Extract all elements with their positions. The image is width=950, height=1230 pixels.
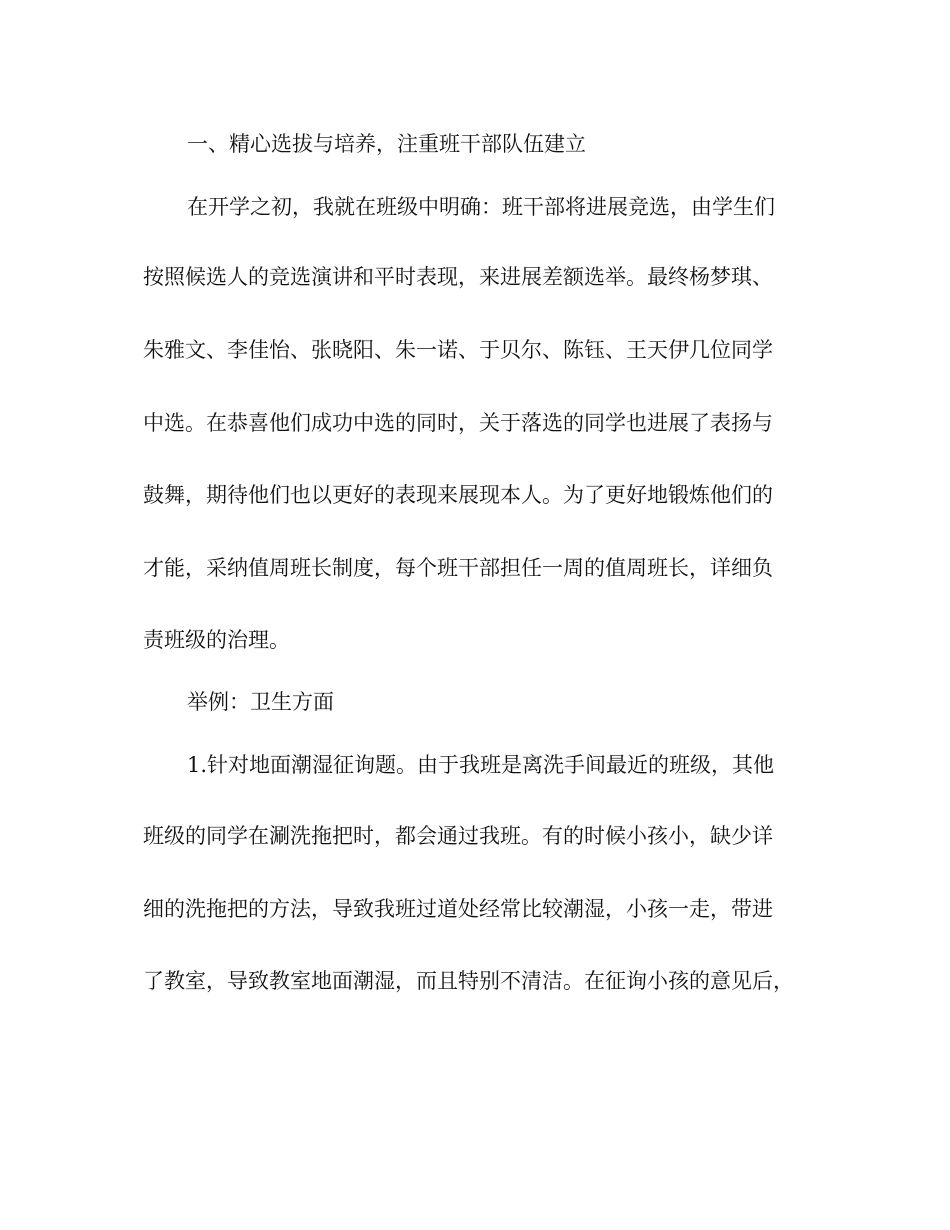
paragraph-line: 班级的同学在涮洗拖把时，都会通过我班。有的时候小孩小，缺少详 [143, 824, 773, 848]
paragraph-line: 按照候选人的竞选演讲和平时表现，来进展差额选举。最终杨梦琪、 [143, 265, 773, 289]
paragraph-line: 才能，采纳值周班长制度，每个班干部担任一周的值周班长，详细负 [143, 556, 773, 580]
paragraph-line: 责班级的治理。 [143, 628, 290, 652]
paragraph-line: 鼓舞，期待他们也以更好的表现来展现本人。为了更好地锻炼他们的 [143, 483, 773, 507]
paragraph-line: 在开学之初，我就在班级中明确：班干部将进展竞选，由学生们 [187, 195, 775, 219]
example-heading: 举例：卫生方面 [187, 690, 334, 714]
paragraph-line: 了教室，导致教室地面潮湿，而且特别不清洁。在征询小孩的意见后， [143, 969, 794, 993]
paragraph-line: 中选。在恭喜他们成功中选的同时，关于落选的同学也进展了表扬与 [143, 411, 773, 435]
paragraph-line: 1.针对地面潮湿征询题。由于我班是离洗手间最近的班级，其他 [187, 753, 775, 777]
paragraph-line: 细的洗拖把的方法，导致我班过道处经常比较潮湿，小孩一走，带进 [143, 897, 773, 921]
paragraph-line: 朱雅文、李佳怡、张晓阳、朱一诺、于贝尔、陈钰、王天伊几位同学 [143, 338, 773, 362]
section-heading: 一、精心选拔与培养，注重班干部队伍建立 [187, 132, 586, 156]
